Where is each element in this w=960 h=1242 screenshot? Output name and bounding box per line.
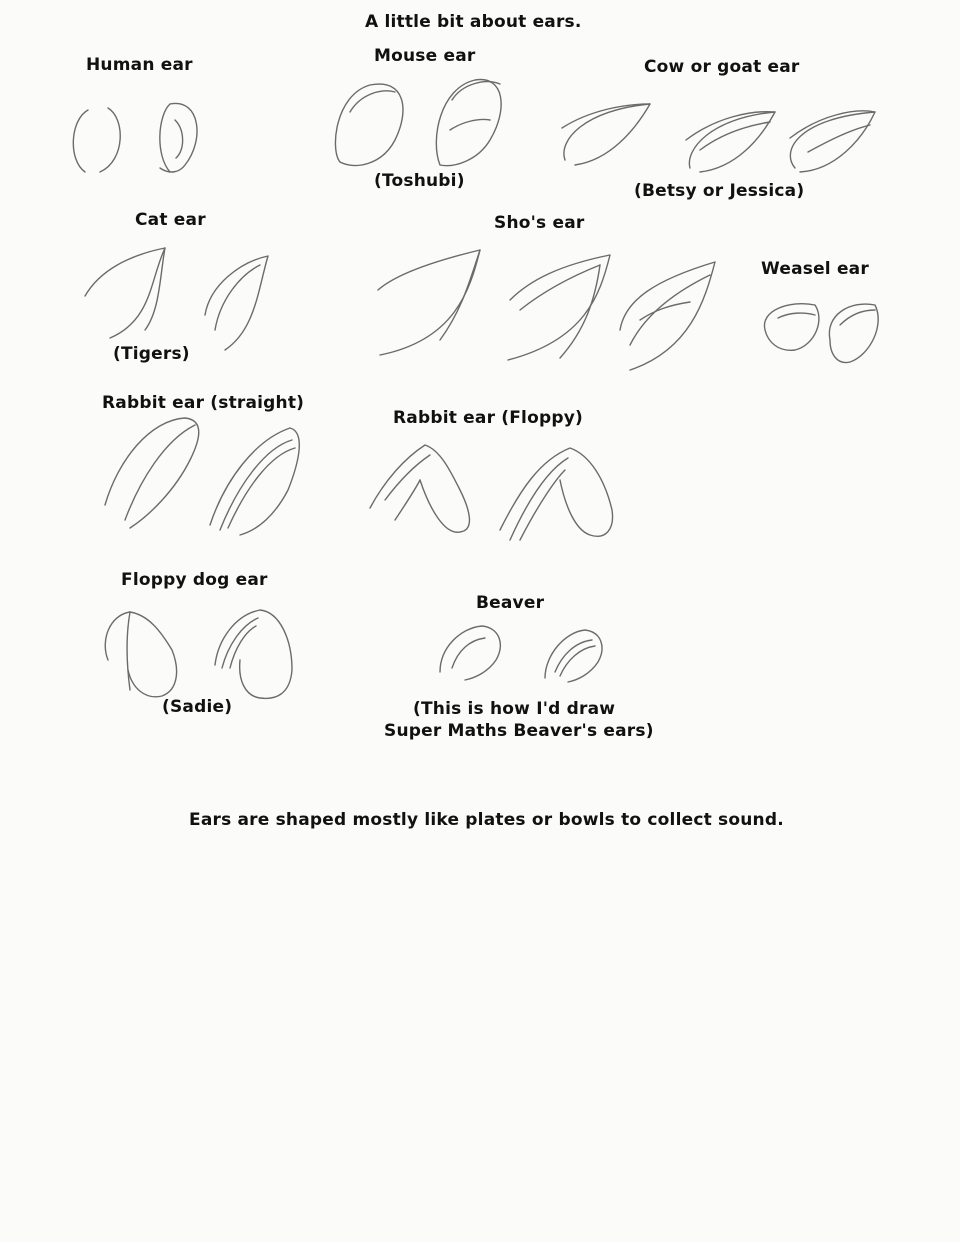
label-cat-ear: Cat ear xyxy=(135,210,206,230)
cow-ear-sketch-3 xyxy=(790,111,875,172)
cat-ear-sketch-2 xyxy=(205,256,268,350)
label-shos-ear: Sho's ear xyxy=(494,213,585,233)
footer-note: Ears are shaped mostly like plates or bowls to collect sound. xyxy=(189,810,784,830)
beaver-ear-sketch-2 xyxy=(545,630,602,682)
rabbit-floppy-ear-sketch-2 xyxy=(500,448,613,540)
label-weasel-ear: Weasel ear xyxy=(761,259,869,279)
label-rabbit-floppy: Rabbit ear (Floppy) xyxy=(393,408,583,428)
label-rabbit-straight: Rabbit ear (straight) xyxy=(102,393,305,413)
cow-ear-sketch-1 xyxy=(562,104,650,165)
rabbit-floppy-ear-sketch-1 xyxy=(370,445,469,532)
label-toshubi: (Toshubi) xyxy=(374,171,465,191)
label-tigers: (Tigers) xyxy=(113,344,190,364)
label-mouse-ear: Mouse ear xyxy=(374,46,476,66)
cat-ear-sketch-1 xyxy=(85,248,165,338)
label-beaver-note-line-1: (This is how I'd draw xyxy=(413,699,616,719)
weasel-ear-sketch-1 xyxy=(764,304,818,351)
label-beaver-note-line-2: Super Maths Beaver's ears) xyxy=(384,721,654,741)
sho-ear-sketch-2 xyxy=(508,255,610,360)
mouse-ear-sketch-2 xyxy=(436,80,501,166)
rabbit-straight-ear-sketch-2 xyxy=(210,428,299,535)
label-sadie: (Sadie) xyxy=(162,697,233,717)
floppy-dog-ear-sketch-1 xyxy=(105,612,176,697)
mouse-ear-sketch-1 xyxy=(335,84,403,165)
weasel-ear-sketch-2 xyxy=(829,304,878,362)
human-ear-sketch-1 xyxy=(73,108,120,172)
sho-ear-sketch-1 xyxy=(378,250,480,355)
label-human-ear: Human ear xyxy=(86,55,193,75)
sho-ear-sketch-3 xyxy=(620,262,715,370)
label-cow-goat-ear: Cow or goat ear xyxy=(644,57,800,77)
label-betsy-jessica: (Betsy or Jessica) xyxy=(634,181,805,201)
label-floppy-dog-ear: Floppy dog ear xyxy=(121,570,268,590)
cow-ear-sketch-2 xyxy=(686,112,775,172)
rabbit-straight-ear-sketch-1 xyxy=(105,418,199,528)
floppy-dog-ear-sketch-2 xyxy=(215,610,292,698)
page-title: A little bit about ears. xyxy=(365,12,582,32)
human-ear-sketch-2 xyxy=(160,103,197,172)
label-beaver: Beaver xyxy=(476,593,545,613)
beaver-ear-sketch-1 xyxy=(440,626,500,680)
